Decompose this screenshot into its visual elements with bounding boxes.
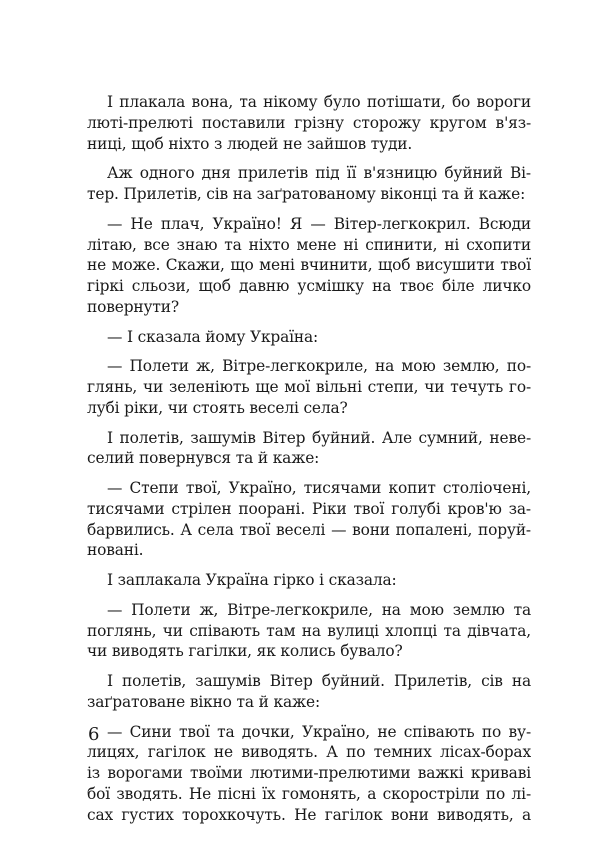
text-line: повернути? [87,297,179,316]
paragraph-2 [87,163,531,205]
text-line: лицях, гагілок не виводять. А по темних лісах-борах [87,743,531,762]
text-line: із ворогами твоїми лютими-прелютими важкі криваві [87,764,531,782]
text-line: новані. [87,541,144,560]
text-line: глянь, чи зеленіють ще мої вільні степи, чи течуть го- [87,378,531,396]
paragraph-10 [87,671,531,713]
text-line: ниці, щоб ніхто з людей не зайшов туди. [87,134,413,153]
paragraph-6 [87,428,531,470]
text-line: поглянь, чи співають там на вулиці хлопці та дівчата, [87,621,531,640]
text-line: І плакала вона, та нікому було потішати, бо вороги [107,93,531,111]
paragraph-8 [87,570,531,591]
text-line: чи виводять гагілки, як колись бувало? [87,642,403,661]
paragraph-4 [87,327,531,348]
text-line: лубі ріки, чи стоять веселі села? [87,398,348,417]
text-line: І заплакала Україна гірко і сказала: [107,571,397,589]
text-line: селий повернувся та й каже: [87,449,320,468]
text-line: — Степи твої, Україно, тисячами копит століочені, [107,479,531,497]
text-line: літаю, все знаю та ніхто мене ні спинити, ні схопити [87,235,531,254]
text-line: — Полети ж, Вітре-легкокриле, на мою землю, по- [107,357,531,376]
text-line: тисячами стрілен поорані. Ріки твої голубі кров'ю за- [87,499,531,518]
text-line: сах густих торохкочуть. Не гагілок вони виводять, а [87,805,531,824]
text-line: Аж одного дня прилетів під її в'язницю буйний Ві- [107,164,531,183]
paragraph-3 [87,214,531,318]
text-line: — Полети ж, Вітре-легкокриле, на мою землю та [107,600,531,619]
paragraph-7 [87,478,531,561]
paragraph-5 [87,356,531,418]
paragraph-1 [87,92,531,154]
text-line: барвились. А села твої веселі — вони попалені, поруй- [87,520,531,539]
text-line: — Не плач, Україно! Я — Вітер-легкокрил. Всюди [107,214,531,233]
text-line: не може. Скажи, що мені вчинити, щоб висушити твої [87,256,531,275]
text-line: тер. Прилетів, сів на заґратованому віконці та й каже: [87,185,526,203]
text-line: люті-прелюті поставили грізну сторожу кругом в'яз- [87,113,531,132]
page-body [87,92,531,825]
text-line: — Сини твої та дочки, Україно, не співають по ву- [107,722,531,741]
text-line: бої зводять. Не пісні їх гомонять, а скоростріли по лі- [87,784,531,803]
paragraph-11 [87,722,531,826]
text-line: І полетів, зашумів Вітер буйний. Але сумний, неве- [107,428,531,447]
paragraph-9 [87,600,531,662]
text-line: І полетів, зашумів Вітер буйний. Прилетів, сів на [107,672,531,690]
text-line: заґратоване вікно та й каже: [87,692,321,711]
text-line: — І сказала йому Україна: [107,327,319,346]
text-line: гіркі сльози, щоб давню усмішку на твоє біле личко [87,277,531,295]
page-number: 6 [88,724,100,745]
